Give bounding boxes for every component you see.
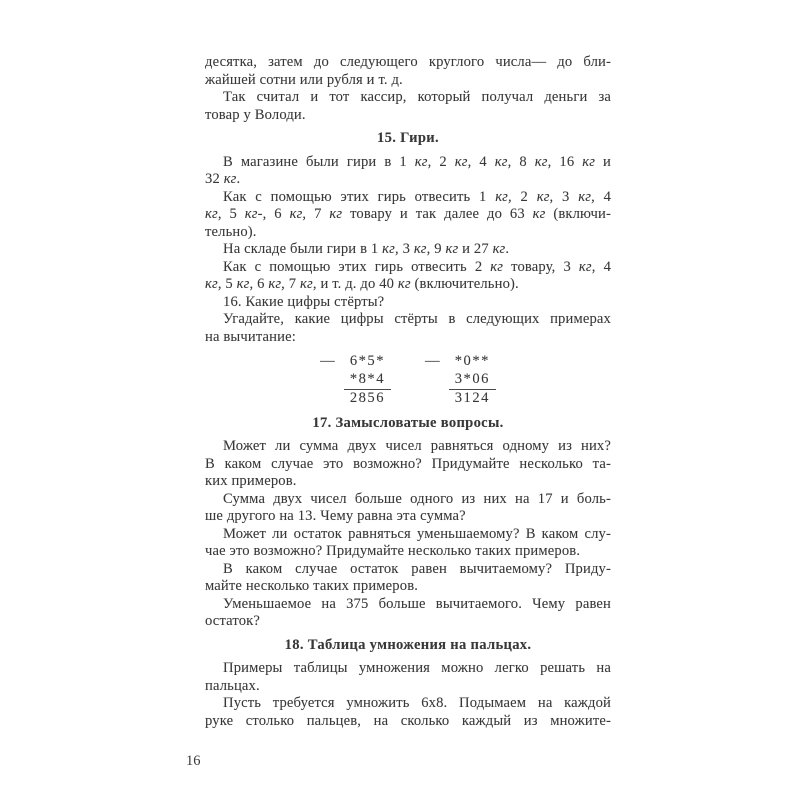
minus-sign: — (320, 353, 335, 369)
paragraph-line: десятка, затем до следующего круглого числа— до бли- (205, 54, 611, 70)
paragraph-line: Может ли сумма двух чисел равняться одному из них? (223, 438, 611, 454)
subtraction-example (320, 353, 391, 408)
paragraph-line: В каком случае остаток равен вычитаемому? Приду- (223, 560, 611, 577)
paragraph-line: Пусть требуется умножить 6х8. Подымаем на каждой (223, 695, 611, 711)
paragraph-line: кг, 5 кг-, 6 кг, 7 кг товару и так далее до 63 кг (включи- (205, 206, 612, 222)
section-heading-16: 16. Какие цифры стёрты? (223, 293, 385, 310)
paragraph-line: остаток? (205, 613, 261, 629)
paragraph-line: Так считал и тот кассир, который получал деньги за (223, 89, 611, 105)
paragraph-line: Может ли остаток равняться уменьшаемому? В каком слу- (223, 525, 611, 542)
paragraph-line: жайшей сотни или рубля и т. д. (205, 71, 403, 88)
paragraph-line: пальцах. (205, 677, 260, 694)
paragraph-line: Как с помощью этих гирь отвесить 2 кг товару, 3 кг, 4 (223, 258, 612, 275)
paragraph-line: руке столько пальцев, на сколько каждый из множите- (205, 712, 611, 729)
minuend: 6*5* (349, 353, 385, 369)
paragraph-line: В каком случае это возможно? Придумайте несколько та- (205, 455, 611, 472)
paragraph-line: тельно). (205, 223, 257, 240)
paragraph-line: Как с помощью этих гирь отвесить 1 кг, 2 кг, 3 кг, 4 (223, 188, 612, 205)
paragraph-line: кг, 5 кг, 6 кг, 7 кг, и т. д. до 40 кг (включительно). (205, 276, 519, 292)
minus-sign: — (425, 353, 440, 369)
subtrahend: 3*06 (449, 371, 496, 391)
section-heading-17: 17. Замысловатые вопросы. (312, 414, 504, 431)
paragraph-line: ких примеров. (205, 473, 297, 489)
paragraph-line: товар у Володи. (205, 106, 306, 123)
text-column (205, 54, 611, 730)
paragraph-line: Сумма двух чисел больше одного из них на 17 и боль- (223, 490, 611, 507)
paragraph-line: Угадайте, какие цифры стёрты в следующих примерах (223, 311, 611, 327)
minuend: *0** (454, 353, 490, 369)
paragraph-line: На складе были гири в 1 кг, 3 кг, 9 кг и 27 кг. (223, 241, 510, 257)
paragraph-line: Примеры таблицы умножения можно легко решать на (223, 660, 611, 676)
page-number: 16 (186, 753, 201, 769)
subtraction-example (425, 353, 496, 408)
paragraph-line: майте несколько таких примеров. (205, 578, 419, 594)
difference: 3124 (454, 390, 490, 406)
subtrahend: *8*4 (344, 371, 391, 391)
subtraction-stack (344, 353, 391, 408)
paragraph-line: Уменьшаемое на 375 больше вычитаемого. Чему равен (223, 595, 611, 612)
difference: 2856 (349, 390, 385, 406)
subtraction-examples (205, 353, 611, 408)
paragraph-line: В магазине были гири в 1 кг, 2 кг, 4 кг, 8 кг, 16 кг и (223, 153, 612, 170)
paragraph-line: чае это возможно? Придумайте несколько таких примеров. (205, 543, 581, 559)
subtraction-stack (449, 353, 496, 408)
paragraph-line: 32 кг. (205, 171, 241, 187)
section-heading-15: 15. Гири. (377, 130, 439, 146)
paragraph-line: на вычитание: (205, 328, 296, 345)
paragraph-line: ше другого на 13. Чему равна эта сумма? (205, 508, 466, 524)
section-heading-18: 18. Таблица умножения на пальцах. (284, 636, 532, 653)
